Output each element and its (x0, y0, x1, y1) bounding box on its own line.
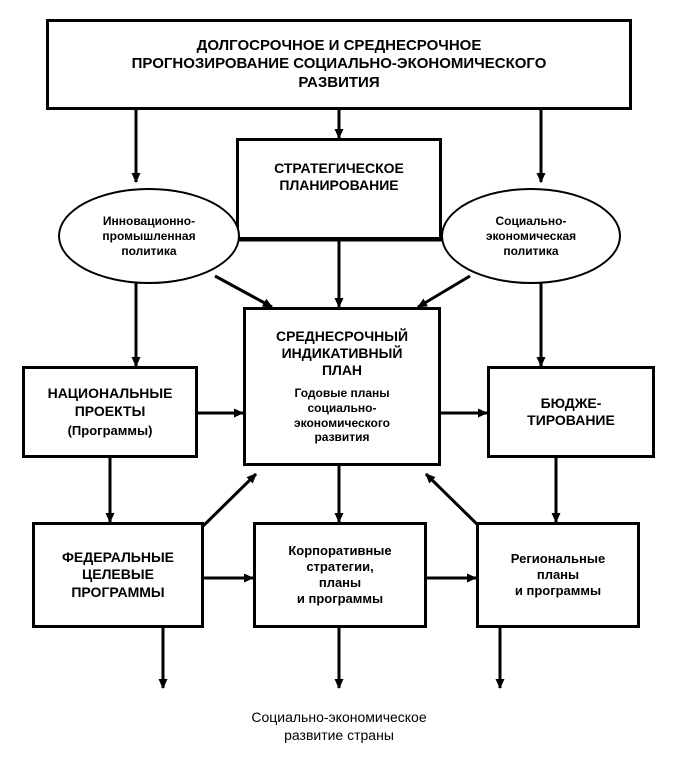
federal-programs-line-3: ПРОГРАММЫ (71, 583, 165, 600)
national-projects-line-2: ПРОЕКТЫ (74, 402, 146, 419)
title-line-3: РАЗВИТИЯ (298, 73, 380, 91)
strategic-planning-line-1: СТРАТЕГИЧЕСКОЕ (274, 159, 404, 176)
indicative-plan-box (243, 307, 441, 466)
footer-line-1: Социально-экономическое (251, 709, 427, 725)
footer-line-2: развитие страны (284, 727, 394, 744)
indicative-plan-sub-1: Годовые планы (294, 386, 390, 401)
social-policy-ellipse (441, 188, 621, 284)
regional-plans-box (476, 522, 640, 628)
regional-plans-line-2: планы (536, 567, 580, 583)
national-projects-line-3: (Программы) (67, 422, 153, 438)
budgeting-line-2: ТИРОВАНИЕ (527, 412, 615, 428)
innovation-policy-line-3: политика (121, 243, 177, 258)
innovation-policy-ellipse (58, 188, 240, 284)
corporate-strategies-line-4: и программы (296, 590, 384, 606)
title-block (46, 19, 632, 110)
regional-plans-line-1: Региональные (510, 551, 606, 567)
social-policy-line-1: Социально- (495, 213, 567, 228)
footer-caption (169, 708, 509, 744)
corporate-strategies-line-1: Корпоративные (288, 543, 392, 559)
budgeting-box (487, 366, 655, 458)
strategic-planning-box (236, 138, 442, 240)
title-line-1: ДОЛГОСРОЧНОЕ И СРЕДНЕСРОЧНОЕ (196, 37, 482, 55)
strategic-planning-line-2: ПЛАНИРОВАНИЕ (279, 177, 399, 193)
indicative-plan-line-2: ИНДИКАТИВНЫЙ (281, 345, 403, 362)
budgeting-line-1: БЮДЖЕ- (540, 394, 602, 411)
corporate-strategies-box (253, 522, 427, 628)
title-line-2: ПРОГНОЗИРОВАНИЕ СОЦИАЛЬНО-ЭКОНОМИЧЕСКОГО (131, 55, 547, 73)
innovation-policy-line-1: Инновационно- (102, 213, 196, 228)
social-policy-line-2: экономическая (485, 228, 577, 243)
indicative-plan-line-3: ПЛАН (321, 362, 363, 379)
regional-plans-line-3: и программы (514, 582, 602, 598)
social-policy-line-3: политика (503, 243, 559, 258)
federal-programs-line-1: ФЕДЕРАЛЬНЫЕ (61, 549, 175, 566)
national-projects-line-1: НАЦИОНАЛЬНЫЕ (47, 385, 173, 402)
indicative-plan-sub-3: экономического (294, 415, 390, 430)
federal-programs-box (32, 522, 204, 628)
corporate-strategies-line-3: планы (318, 575, 362, 590)
innovation-policy-line-2: промышленная (102, 228, 196, 243)
indicative-plan-sub-2: социально- (307, 400, 377, 415)
federal-programs-line-2: ЦЕЛЕВЫЕ (82, 566, 154, 583)
corporate-strategies-line-2: стратегии, (306, 559, 374, 575)
national-projects-box (22, 366, 198, 458)
indicative-plan-sub-4: развития (314, 430, 370, 445)
indicative-plan-line-1: СРЕДНЕСРОЧНЫЙ (275, 328, 409, 345)
